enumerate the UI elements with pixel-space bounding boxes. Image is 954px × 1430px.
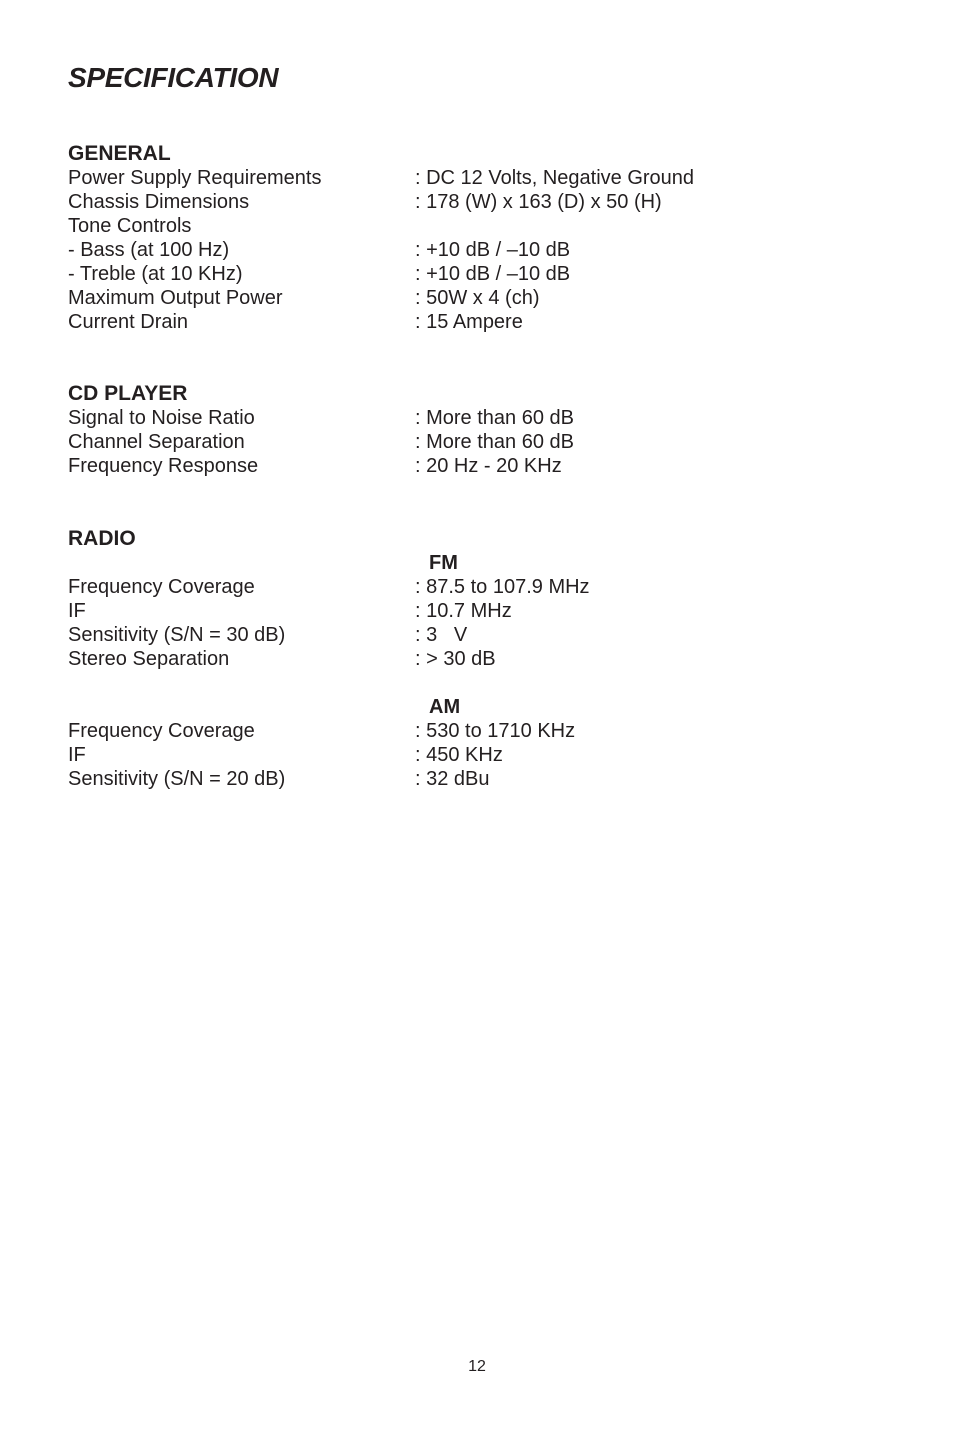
page-title: SPECIFICATION xyxy=(68,62,279,93)
spacer xyxy=(68,671,888,695)
spec-label: IF xyxy=(68,600,86,622)
spec-label: Frequency Coverage xyxy=(68,720,255,742)
spec-row-signal-to-noise xyxy=(68,406,888,430)
spec-label: Frequency Response xyxy=(68,455,259,477)
spec-row-bass xyxy=(68,238,888,262)
spec-label: Sensitivity (S/N = 30 dB) xyxy=(68,624,286,646)
spec-row-channel-separation xyxy=(68,430,888,454)
spec-label: Maximum Output Power xyxy=(68,287,283,309)
spec-value: : 530 to 1710 KHz xyxy=(415,720,576,742)
spec-label: Current Drain xyxy=(68,311,189,333)
spec-row-fm-frequency-coverage xyxy=(68,575,888,599)
spec-label: Channel Separation xyxy=(68,431,245,453)
spec-value: : 15 Ampere xyxy=(415,311,523,333)
fm-band-heading: FM xyxy=(429,552,458,574)
spec-row-am-frequency-coverage xyxy=(68,719,888,743)
spec-label: - Treble (at 10 KHz) xyxy=(68,263,243,285)
general-heading: GENERAL xyxy=(68,142,171,165)
spec-label: Power Supply Requirements xyxy=(68,167,322,189)
radio-section xyxy=(68,527,888,791)
spec-row-am-if xyxy=(68,743,888,767)
spec-row-fm-stereo-separation xyxy=(68,647,888,671)
general-section xyxy=(68,142,888,334)
spec-label: Signal to Noise Ratio xyxy=(68,407,255,429)
spec-label: Chassis Dimensions xyxy=(68,191,250,213)
spec-value: : More than 60 dB xyxy=(415,407,574,429)
spec-row-power-supply xyxy=(68,166,888,190)
spec-value: : +10 dB / –10 dB xyxy=(415,263,571,285)
spec-row-fm-sensitivity xyxy=(68,623,888,647)
spec-value xyxy=(415,214,888,238)
spec-value: : 50W x 4 (ch) xyxy=(415,287,540,309)
cd-player-section xyxy=(68,382,888,478)
spec-value: : 32 dBu xyxy=(415,768,490,790)
spec-value: : +10 dB / –10 dB xyxy=(415,239,571,261)
spec-row-max-output-power xyxy=(68,286,888,310)
am-band-heading: AM xyxy=(429,696,461,718)
spec-label: Tone Controls xyxy=(68,215,192,237)
spec-row-chassis-dimensions xyxy=(68,190,888,214)
spec-value: : 178 (W) x 163 (D) x 50 (H) xyxy=(415,191,662,213)
spec-value: : DC 12 Volts, Negative Ground xyxy=(415,167,695,189)
spec-row-fm-if xyxy=(68,599,888,623)
cd-player-heading: CD PLAYER xyxy=(68,382,188,405)
spec-label: IF xyxy=(68,744,86,766)
spec-row-tone-controls xyxy=(68,214,888,238)
spec-value: : 3 V xyxy=(415,624,468,646)
spec-label: - Bass (at 100 Hz) xyxy=(68,239,230,261)
spec-value: : 450 KHz xyxy=(415,744,503,766)
spec-row-frequency-response xyxy=(68,454,888,478)
spec-value: : 87.5 to 107.9 MHz xyxy=(415,576,590,598)
spec-row-treble xyxy=(68,262,888,286)
spec-row-am-sensitivity xyxy=(68,767,888,791)
spec-value: : 10.7 MHz xyxy=(415,600,512,622)
spec-row-current-drain xyxy=(68,310,888,334)
page-number: 12 xyxy=(468,1358,486,1375)
spec-value: : > 30 dB xyxy=(415,648,496,670)
spec-label: Sensitivity (S/N = 20 dB) xyxy=(68,768,286,790)
spec-label: Frequency Coverage xyxy=(68,576,255,598)
spec-value: : 20 Hz - 20 KHz xyxy=(415,455,562,477)
spec-value: : More than 60 dB xyxy=(415,431,574,453)
radio-heading: RADIO xyxy=(68,527,136,550)
spec-label: Stereo Separation xyxy=(68,648,230,670)
